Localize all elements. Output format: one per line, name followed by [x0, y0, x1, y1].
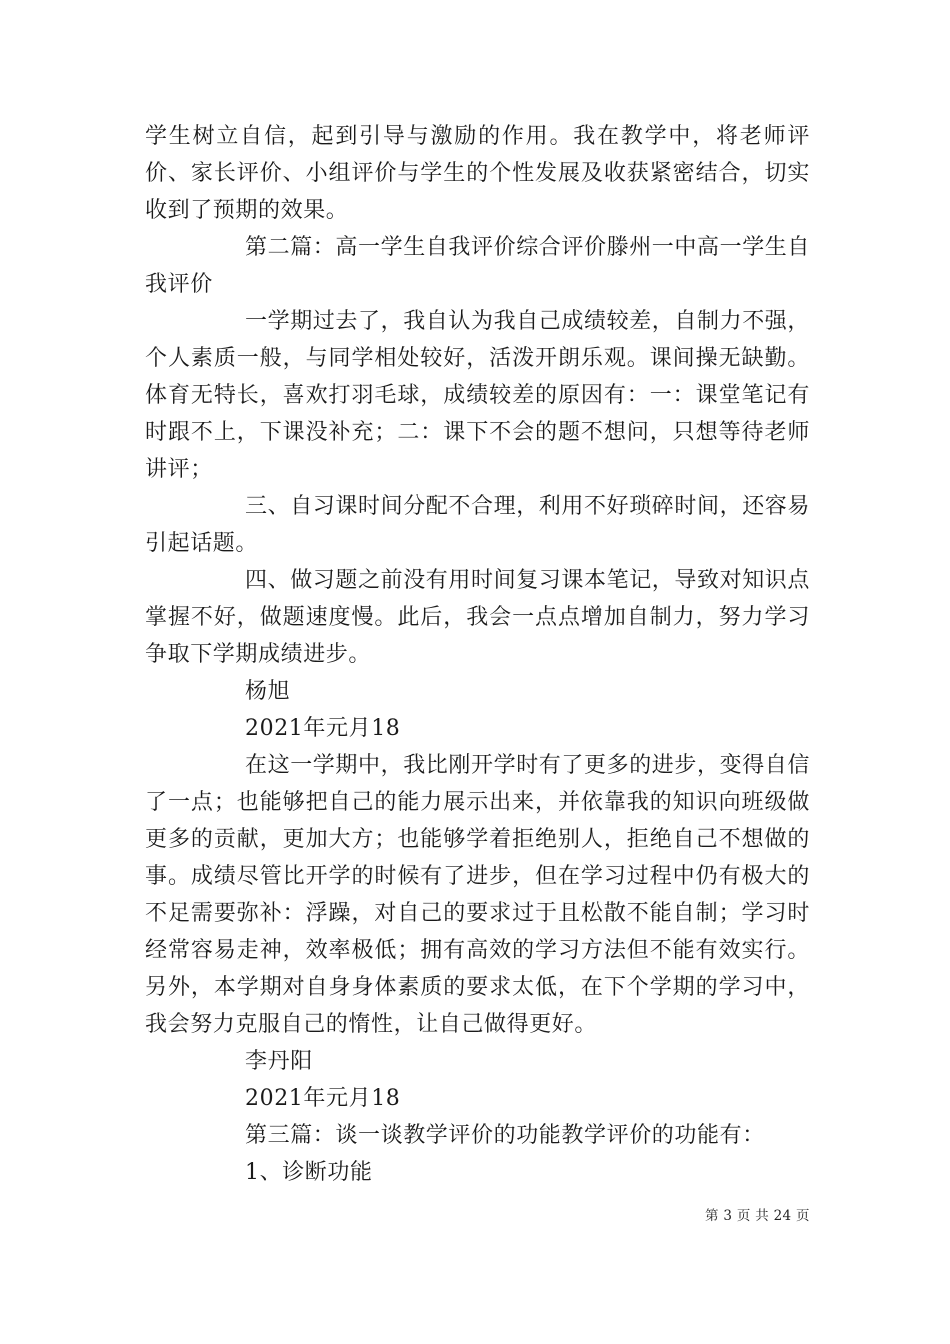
signature-name-2: 李丹阳 — [245, 1049, 313, 1074]
paragraph-3: 三、自习课时间分配不合理，利用不好琐碎时间，还容易引起话题。 — [145, 494, 811, 556]
paragraph-1: 学生树立自信，起到引导与激励的作用。我在教学中，将老师评价、家长评价、小组评价与学生的个性发展及收获紧密结合，切实收到了预期的效果。 — [145, 124, 810, 223]
paragraph-4: 四、做习题之前没有用时间复习课本笔记，导致对知识点掌握不好，做题速度慢。此后，我会一点点增加自制力，努力学习争取下学期成绩进步。 — [145, 568, 811, 667]
paragraph-2: 一学期过去了，我自认为我自己成绩较差，自制力不强，个人素质一般，与同学相处较好，活泼开朗乐观。课间操无缺勤。体育无特长，喜欢打羽毛球，成绩较差的原因有：一：课堂笔记有时跟不上，下课没补充；二：课下不会的题不想问，只想等待老师讲评； — [145, 309, 811, 482]
paragraph-heading-part-3: 第三篇：谈一谈教学评价的功能教学评价的功能有： — [245, 1123, 765, 1148]
paragraph-heading-part-2: 第二篇：高一学生自我评价综合评价滕州一中高一学生自我评价 — [145, 235, 811, 297]
signature-date-1: 2021年元月18 — [245, 716, 401, 741]
signature-date-2: 2021年元月18 — [245, 1086, 401, 1111]
page-number-footer: 第 3 页 共 24 页 — [705, 1208, 810, 1224]
paragraph-5: 在这一学期中，我比刚开学时有了更多的进步，变得自信了一点；也能够把自己的能力展示出来，并依靠我的知识向班级做更多的贡献，更加大方；也能够学着拒绝别人，拒绝自己不想做的事。成绩尽管比开学的时候有了进步，但在学习过程中仍有极大的不足需要弥补：浮躁，对自己的要求过于且松散不能自制；学习时经常容易走神，效率极低；拥有高效的学习方法但不能有效实行。另外，本学期对自身身体素质的要求太低，在下个学期的学习中，我会努力克服自己的惰性，让自己做得更好。 — [145, 753, 811, 1037]
document-body — [145, 118, 810, 1191]
signature-name-1: 杨旭 — [245, 679, 291, 704]
list-item-1: 1、诊断功能 — [245, 1160, 373, 1185]
